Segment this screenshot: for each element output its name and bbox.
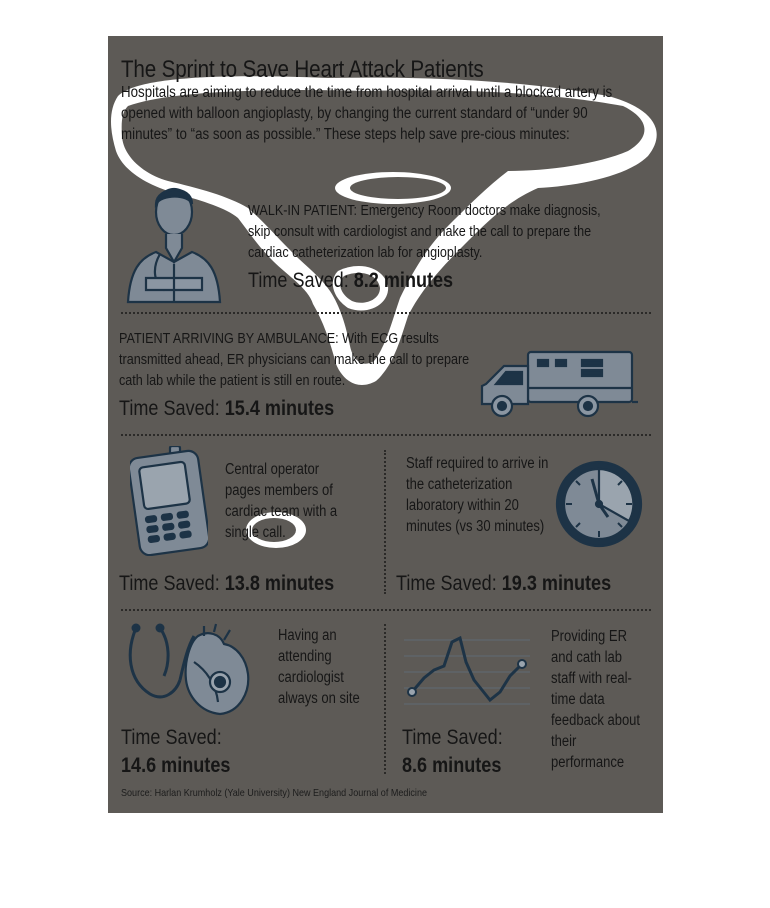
time-saved-value: 8.6 minutes xyxy=(402,754,502,777)
pager-icon xyxy=(130,446,208,556)
staff-text: Staff required to arrive in the catheterization laboratory within 20 minutes (vs 30 minutes) xyxy=(406,455,549,535)
stethoscope-heart-icon xyxy=(124,622,256,718)
column-divider xyxy=(384,450,386,594)
time-saved-value: 8.2 minutes xyxy=(353,269,454,292)
graph-line xyxy=(412,638,522,700)
time-saved-value: 15.4 minutes xyxy=(224,397,335,420)
clock-icon xyxy=(554,459,644,549)
cardiologist-text: Having an attending cardiologist always on site xyxy=(278,627,360,707)
page-title: The Sprint to Save Heart Attack Patients xyxy=(121,56,484,83)
section-divider xyxy=(121,609,651,611)
line-graph-icon xyxy=(404,632,530,708)
cardiologist-time-saved xyxy=(121,724,259,780)
pager-time-saved xyxy=(119,572,334,596)
doctor-icon xyxy=(126,178,222,304)
time-saved-value: 14.6 minutes xyxy=(121,754,231,777)
column-divider xyxy=(384,624,386,774)
infographic-poster xyxy=(108,36,663,813)
ambulance-time-saved xyxy=(119,397,334,421)
pager-text: Central operator pages members of cardiac team with a single call. xyxy=(225,461,338,541)
time-saved-label: Time Saved: xyxy=(248,269,349,292)
feedback-time-saved xyxy=(402,724,540,780)
time-saved-label: Time Saved: xyxy=(396,572,497,595)
time-saved-label: Time Saved: xyxy=(119,397,220,420)
time-saved-label: Time Saved: xyxy=(119,572,220,595)
intro-paragraph: Hospitals are aiming to reduce the time from hospital arrival until a blocked artery is opened with balloon angioplasty, by changing the current standard of “under 90 minutes” to “as soon as possible.” These steps help save pre-cious minutes: xyxy=(121,84,613,143)
time-saved-value: 19.3 minutes xyxy=(501,572,612,595)
section-divider xyxy=(121,434,651,436)
feedback-text: Providing ER and cath lab staff with real-time data feedback about their performance xyxy=(551,628,641,771)
walk-in-time-saved xyxy=(248,269,453,293)
staff-time-saved xyxy=(396,572,611,596)
time-saved-value: 13.8 minutes xyxy=(224,572,335,595)
source-credit: Source: Harlan Krumholz (Yale University) New England Journal of Medicine xyxy=(121,787,427,799)
ambulance-icon xyxy=(478,348,642,418)
section-divider xyxy=(121,312,651,314)
walk-in-text: WALK-IN PATIENT: Emergency Room doctors make diagnosis, skip consult with cardiologist and make the call to prepare the cardiac catheterization lab for angioplasty. xyxy=(248,202,601,261)
time-saved-label: Time Saved: xyxy=(121,726,222,749)
time-saved-label: Time Saved: xyxy=(402,726,503,749)
ambulance-text: PATIENT ARRIVING BY AMBULANCE: With ECG results transmitted ahead, ER physicians can make the call to prepare cath lab while the patient is still en route. xyxy=(119,330,470,389)
